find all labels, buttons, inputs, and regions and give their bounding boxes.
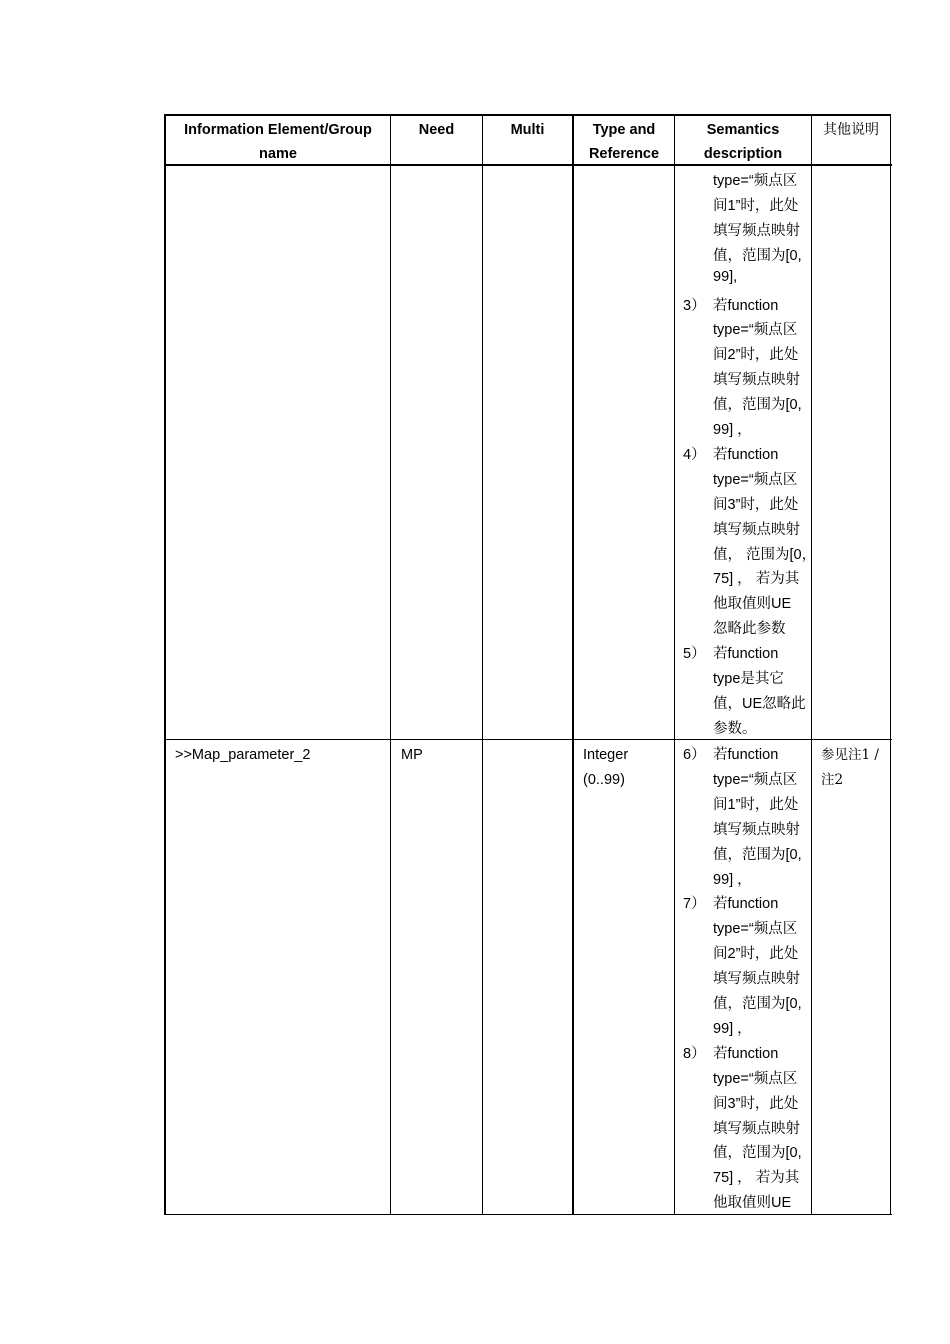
row2-ie-name: >>Map_parameter_2 xyxy=(175,747,311,763)
row2-notes-line2: 注2 xyxy=(821,772,844,788)
header-need xyxy=(391,118,482,142)
row1-semantics-line: 值， 范围为[0， xyxy=(713,547,817,563)
row2-semantics-line: 间3”时，此处 xyxy=(713,1096,799,1112)
row1-semantics-line: type=“频点区 xyxy=(713,173,798,189)
header-semantics-line2: description xyxy=(703,146,783,162)
column-divider xyxy=(572,114,574,1215)
row1-item-number: 5） xyxy=(683,646,706,662)
table-frame xyxy=(164,114,891,1215)
row1-semantics-line: 填写频点映射 xyxy=(713,223,800,239)
row2-semantics-line: 值，范围为[0, xyxy=(713,1145,802,1161)
header-other-notes: 其他说明 xyxy=(823,122,879,138)
row2-semantics-line: 99] ， xyxy=(713,872,752,888)
row1-semantics-line: 值，范围为[0, xyxy=(713,397,802,413)
row2-semantics-line: 值，范围为[0, xyxy=(713,847,802,863)
row1-semantics-line: 若function xyxy=(713,447,779,463)
header-multi-label: Multi xyxy=(510,122,545,138)
row1-semantics-line: 间3”时，此处 xyxy=(713,497,799,513)
row2-semantics-line: 若function xyxy=(713,896,779,912)
header-multi xyxy=(483,118,572,142)
header-need-label: Need xyxy=(418,122,455,138)
header-type-line1: Type and xyxy=(592,122,656,138)
row2-semantics-line: 间2”时，此处 xyxy=(713,946,799,962)
row-divider xyxy=(164,739,892,740)
row2-semantics-line: 间1”时，此处 xyxy=(713,797,799,813)
header-ie-line1: Information Element/Group xyxy=(184,122,372,138)
row2-item-number: 7） xyxy=(683,896,706,912)
row2-semantics-line: 75] ， 若为其 xyxy=(713,1170,800,1186)
column-divider xyxy=(482,114,483,1215)
row2-type-line1: Integer xyxy=(583,747,629,763)
row1-semantics-line: 值，UE忽略此 xyxy=(713,696,806,712)
table-right-border xyxy=(890,114,891,1215)
row2-semantics-line: 若function xyxy=(713,1046,779,1062)
row1-semantics-line: 间1”时，此处 xyxy=(713,198,799,214)
row1-semantics-line: 99] ， xyxy=(713,422,752,438)
row1-semantics-line: type=“频点区 xyxy=(713,472,798,488)
row1-item-number: 4） xyxy=(683,447,706,463)
row1-semantics-line: 75] ， 若为其 xyxy=(713,571,800,587)
row1-semantics-line: 忽略此参数 xyxy=(713,621,786,637)
row2-semantics-line: 填写频点映射 xyxy=(713,822,800,838)
row1-semantics-line: type=“频点区 xyxy=(713,322,798,338)
row1-semantics-line: 他取值则UE xyxy=(713,596,792,612)
row1-semantics-line: 填写频点映射 xyxy=(713,372,800,388)
row1-semantics-line: 填写频点映射 xyxy=(713,522,800,538)
row2-type-line2: (0..99) xyxy=(583,772,625,788)
row2-notes-line1: 参见注1 / xyxy=(821,747,879,763)
header-semantics-line1: Semantics xyxy=(706,122,780,138)
row2-semantics-line: 他取值则UE xyxy=(713,1195,792,1211)
row1-semantics-line: 值，范围为[0, xyxy=(713,248,802,264)
row1-semantics-line: 若function xyxy=(713,646,779,662)
row1-semantics-line: 若function xyxy=(713,298,779,314)
row2-semantics-line: 若function xyxy=(713,747,779,763)
table-bottom-border xyxy=(164,1214,892,1215)
header-type-reference xyxy=(574,118,674,166)
row1-semantics-line: 间2”时，此处 xyxy=(713,347,799,363)
row1-semantics-line: 参数。 xyxy=(713,721,757,737)
column-divider xyxy=(390,114,391,1215)
column-divider xyxy=(811,114,812,1215)
row2-semantics-line: type=“频点区 xyxy=(713,1071,798,1087)
row1-item-number: 3） xyxy=(683,298,706,314)
row2-semantics-line: 99] ， xyxy=(713,1021,752,1037)
row2-semantics-line: 填写频点映射 xyxy=(713,971,800,987)
column-divider xyxy=(674,114,675,1215)
row2-item-number: 6） xyxy=(683,747,706,763)
row2-semantics-line: 值，范围为[0, xyxy=(713,996,802,1012)
header-type-line2: Reference xyxy=(588,146,660,162)
header-semantics xyxy=(675,118,811,166)
row1-semantics-line: type是其它 xyxy=(713,671,784,687)
header-ie-line2: name xyxy=(259,146,297,162)
row2-item-number: 8） xyxy=(683,1046,706,1062)
row2-need: MP xyxy=(401,747,423,763)
header-ie-group-name xyxy=(166,118,390,166)
row2-semantics-line: 填写频点映射 xyxy=(713,1121,800,1137)
row2-semantics-line: type=“频点区 xyxy=(713,921,798,937)
row2-semantics-line: type=“频点区 xyxy=(713,772,798,788)
row1-semantics-line: 99], xyxy=(713,269,738,285)
